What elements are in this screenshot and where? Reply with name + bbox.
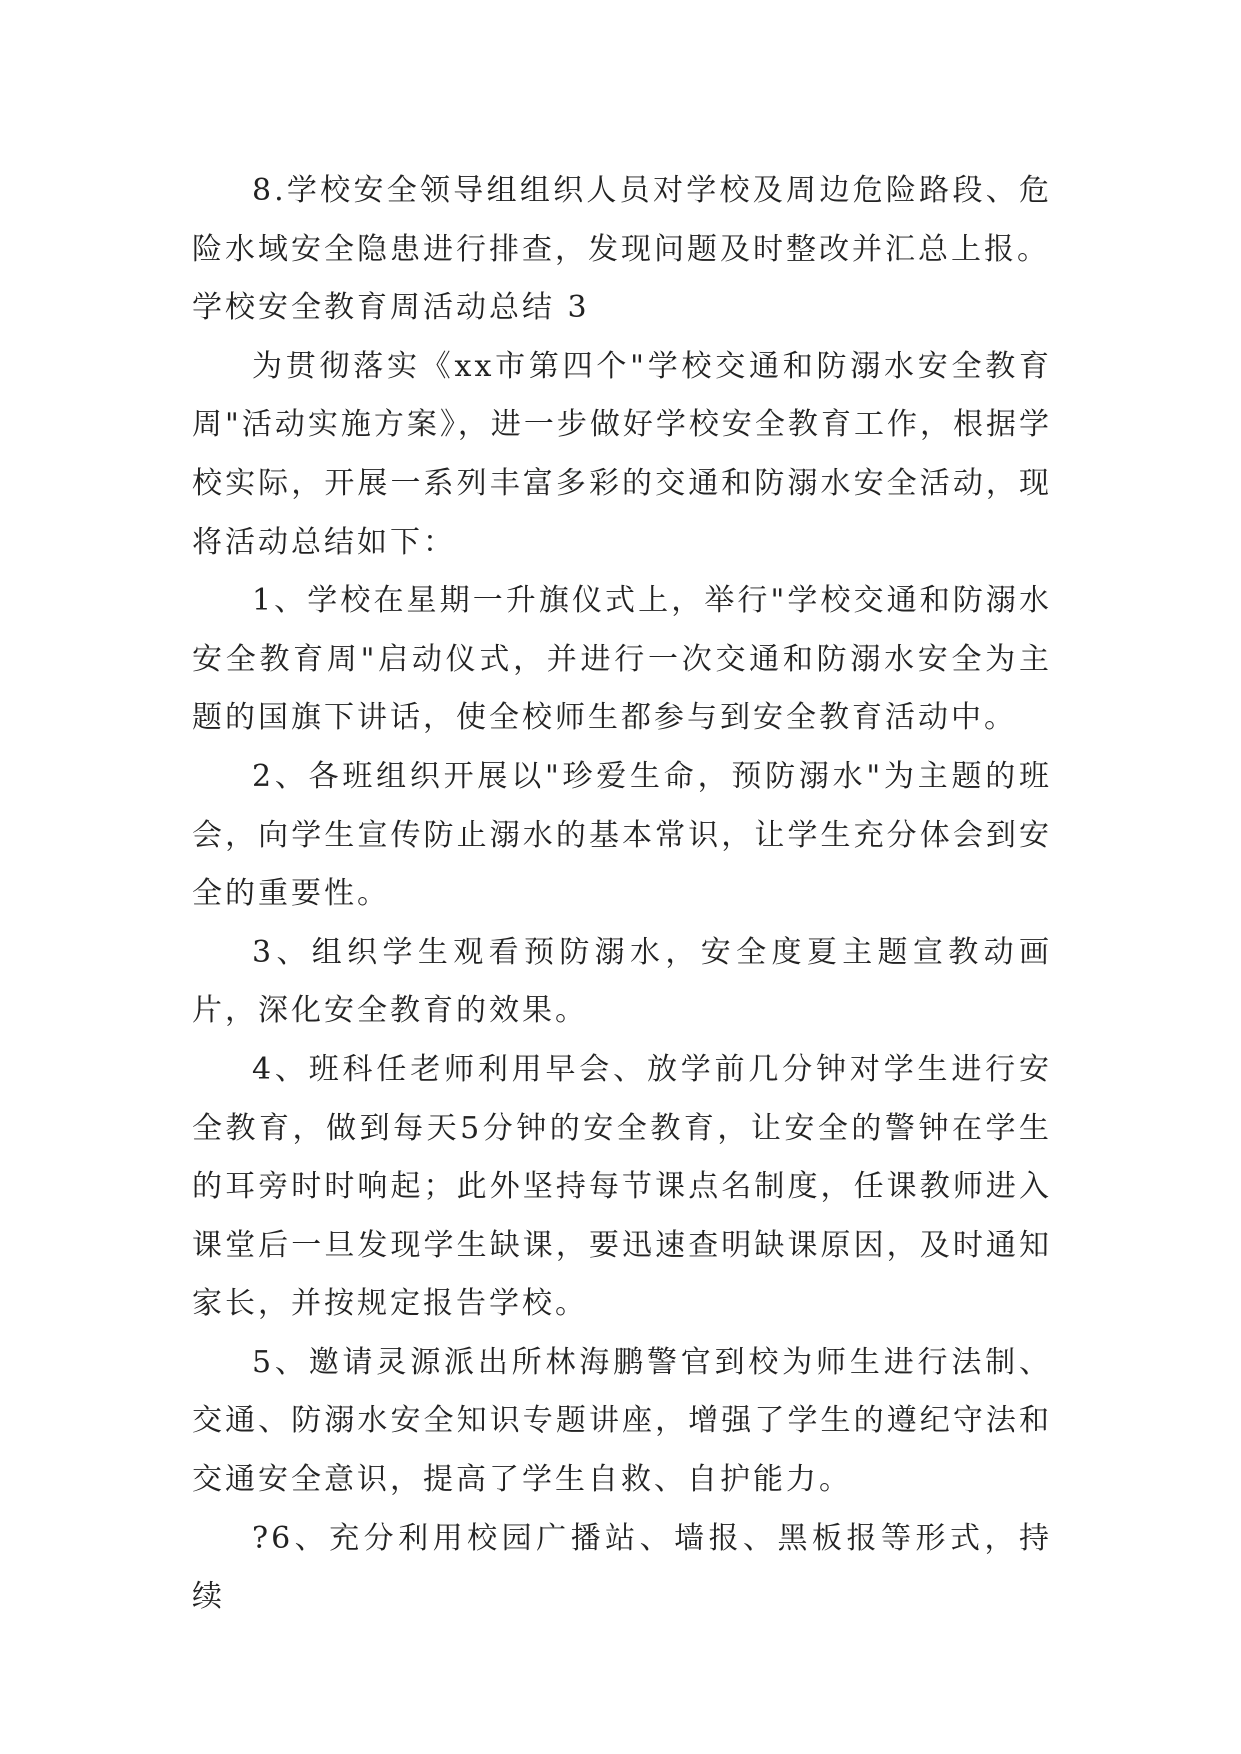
section-heading: 学校安全教育周活动总结 3 — [192, 290, 590, 326]
paragraph-8: 8.学校安全领导组组织人员对学校及周边危险路段、危险水域安全隐患进行排查，发现问题及时整改并汇总上报。 — [192, 173, 1052, 267]
paragraph-3: 3、组织学生观看预防溺水，安全度夏主题宣教动画片，深化安全教育的效果。 — [192, 934, 1052, 1029]
paragraph-1: 1、学校在星期一升旗仪式上，举行"学校交通和防溺水安全教育周"启动仪式，并进行一次交通和防溺水安全为主题的国旗下讲话，使全校师生都参与到安全教育活动中。 — [192, 583, 1052, 736]
paragraph-intro: 为贯彻落实《xx市第四个"学校交通和防溺水安全教育周"活动实施方案》，进一步做好学校安全教育工作，根据学校实际，开展一系列丰富多彩的交通和防溺水安全活动，现将活动总结如下： — [192, 348, 1052, 560]
paragraph-6: ?6、充分利用校园广播站、墙报、黑板报等形式，持续 — [192, 1520, 1052, 1615]
paragraph-2: 2、各班组织开展以"珍爱生命，预防溺水"为主题的班会，向学生宣传防止溺水的基本常识，让学生充分体会到安全的重要性。 — [192, 758, 1052, 912]
paragraph-5: 5、邀请灵源派出所林海鹏警官到校为师生进行法制、交通、防溺水安全知识专题讲座，增强了学生的遵纪守法和交通安全意识，提高了学生自救、自护能力。 — [192, 1344, 1052, 1498]
paragraph-4: 4、班科任老师利用早会、放学前几分钟对学生进行安全教育，做到每天5分钟的安全教育，让安全的警钟在学生的耳旁时时响起；此外坚持每节课点名制度，任课教师进入课堂后一旦发现学生缺课，要迅速查明缺课原因，及时通知家长，并按规定报告学校。 — [192, 1051, 1052, 1322]
document-body — [192, 162, 1052, 1627]
